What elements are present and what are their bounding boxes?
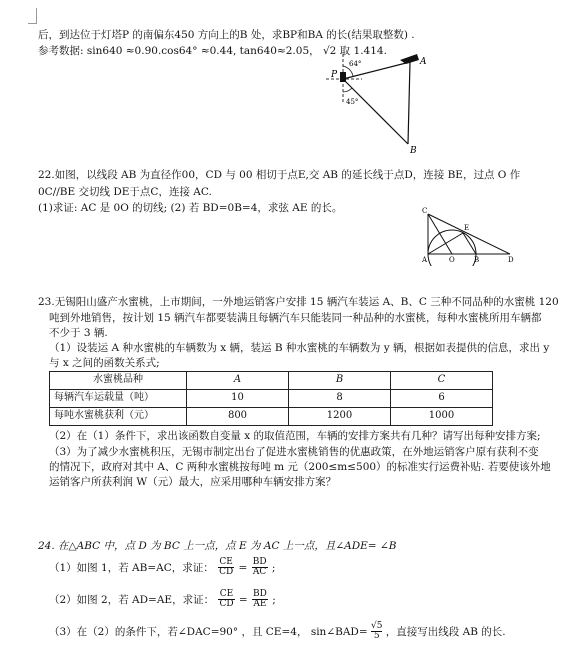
- q23-sub3-line3: 运销客户所获利润 W（元）最大，应采用哪种车辆安排方案？: [49, 476, 337, 488]
- table-header-cell: A: [187, 372, 289, 390]
- fraction-root5-over-5: [371, 622, 382, 642]
- q22-text-line2: 0C//BE 交切线 DE于点C，连接 AC.: [38, 186, 212, 198]
- q24-part3-suffix: ，直接写出线段 AB 的长.: [385, 625, 506, 638]
- segment-AE: [428, 233, 463, 254]
- fraction-ce-cd: [218, 590, 234, 610]
- q22-circle-tangent-figure: [418, 204, 518, 266]
- fraction-numerator: CE: [219, 557, 233, 567]
- angle-label-64: 64°: [349, 60, 362, 68]
- fraction-numerator: BD: [253, 589, 267, 599]
- fraction-denominator: 5: [373, 631, 380, 642]
- q23-text-line1: 23.无锡阳山盛产水蜜桃，上市期间，一外地运销客户安排 15 辆汽车装运 A、B、C 三种不同品种的水蜜桃 120: [38, 296, 559, 308]
- table-cell: 每吨水蜜桃获利（元）: [50, 408, 187, 426]
- point-label-B: B: [474, 256, 480, 264]
- fraction-denominator: AC: [252, 567, 267, 578]
- q22-text-line3: (1)求证: AC 是 0O 的切线; (2) 若 BD=0B=4，求弦 AE 的长。: [38, 202, 343, 214]
- fraction-bd-ac: [252, 558, 268, 578]
- q24-part1: [49, 558, 275, 578]
- corner-crop-mark-horizontal: [28, 23, 37, 24]
- fraction-numerator: BD: [252, 557, 267, 567]
- corner-crop-mark: [36, 8, 37, 24]
- peach-data-table: [49, 371, 493, 426]
- angle-arc-45: [343, 88, 352, 92]
- q24-part3-prefix: （3）在（2）的条件下，若∠DAC=90° ，且 CE=4，: [49, 625, 308, 638]
- point-label-D: D: [508, 256, 514, 264]
- q22-text-line1: 22.如图，以线段 AB 为直径作00，CD 与 00 相切于点E,交 AB 的延长线于点D，连接 BE，过点 O 作: [38, 169, 521, 181]
- table-header-cell: 水蜜桃品种: [50, 372, 187, 390]
- fraction-denominator: AE: [253, 599, 267, 610]
- point-label-O: O: [449, 256, 455, 264]
- ship-icon: [400, 54, 419, 64]
- semicolon: ;: [272, 593, 276, 606]
- segment-AB: [408, 62, 410, 144]
- angle-label-45: 45°: [346, 98, 359, 106]
- table-header-row: [50, 372, 493, 390]
- fraction-ce-cd: [218, 558, 234, 578]
- q23-text-line3: 不少于 3 辆.: [49, 327, 108, 339]
- q24-part2: [49, 590, 276, 610]
- q23-sub2: （2）在（1）条件下，求出该函数自变量 x 的取值范围，车辆的安排方案共有几种？请写出每种安排方案;: [49, 430, 541, 442]
- table-header-cell: B: [289, 372, 391, 390]
- point-label-A: A: [422, 256, 428, 264]
- q24-part2-prefix: （2）如图 2，若 AD=AE，求证：: [49, 593, 215, 606]
- segment-PB: [343, 79, 408, 144]
- table-row: [50, 390, 493, 408]
- semicolon: ;: [271, 561, 276, 574]
- table-cell: 6: [391, 390, 493, 408]
- table-cell: 每辆汽车运载量（吨）: [50, 390, 187, 408]
- q21-text-line1: 后，到达位于灯塔P 的南偏东450 方向上的B 处，求BP和BA 的长(结果取整数) .: [38, 29, 415, 41]
- q23-text-line2: 吨到外地销售，按计划 15 辆汽车都要装满且每辆汽车只能装同一种品种的水蜜桃，每种水蜜桃所用车辆都: [49, 312, 542, 324]
- equals-sign: =: [238, 561, 248, 574]
- q21-lighthouse-figure: [322, 52, 432, 154]
- fraction-denominator: CD: [219, 599, 234, 610]
- fraction-denominator: CD: [219, 567, 234, 578]
- q23-sub1-line2: 与 x 之间的函数关系式;: [49, 357, 160, 369]
- q24-part3: [49, 622, 506, 642]
- point-label-P: P: [331, 70, 338, 80]
- table-cell: 800: [187, 408, 289, 426]
- table-cell: 8: [289, 390, 391, 408]
- q21-reference-data: 参考数据: sin640 ≈0.90.cos64° ≈0.44, tan640≈2.05， √2 取 1.414.: [38, 45, 387, 57]
- table-row: [50, 408, 493, 426]
- sin-bad-label: sin∠BAD=: [310, 625, 368, 638]
- q24-part1-prefix: （1）如图 1，若 AB=AC，求证：: [49, 561, 214, 574]
- q23-sub1-line1: （1）设装运 A 种水蜜桃的车辆数为 x 辆，装运 B 种水蜜桃的车辆数为 y 辆，根据如表提供的信息，求出 y: [49, 342, 550, 354]
- fraction-bd-ae: [252, 590, 268, 610]
- point-label-C: C: [422, 207, 428, 215]
- point-label-E: E: [464, 224, 470, 232]
- q24-stem: 24. 在△ABC 中，点 D 为 BC 上一点，点 E 为 AC 上一点，且∠ADE= ∠B: [38, 540, 397, 552]
- equals-sign: =: [238, 593, 248, 606]
- table-cell: 1000: [391, 408, 493, 426]
- table-cell: 1200: [289, 408, 391, 426]
- point-label-B: B: [410, 146, 417, 154]
- point-label-A: A: [420, 57, 427, 67]
- q23-sub3-line1: （3）为了减少水蜜桃积压，无锡市制定出台了促进水蜜桃销售的优惠政策，在外地运销客户原有获利不变: [49, 446, 539, 458]
- fraction-numerator: √5: [370, 621, 383, 631]
- lighthouse-icon: [340, 72, 346, 82]
- q23-sub3-line2: 的情况下，政府对其中 A、C 两种水蜜桃按每吨 m 元（200≤m≤500）的标准实行运费补贴. 若要使该外地: [49, 461, 551, 473]
- table-cell: 10: [187, 390, 289, 408]
- table-header-cell: C: [391, 372, 493, 390]
- fraction-numerator: CE: [219, 589, 234, 599]
